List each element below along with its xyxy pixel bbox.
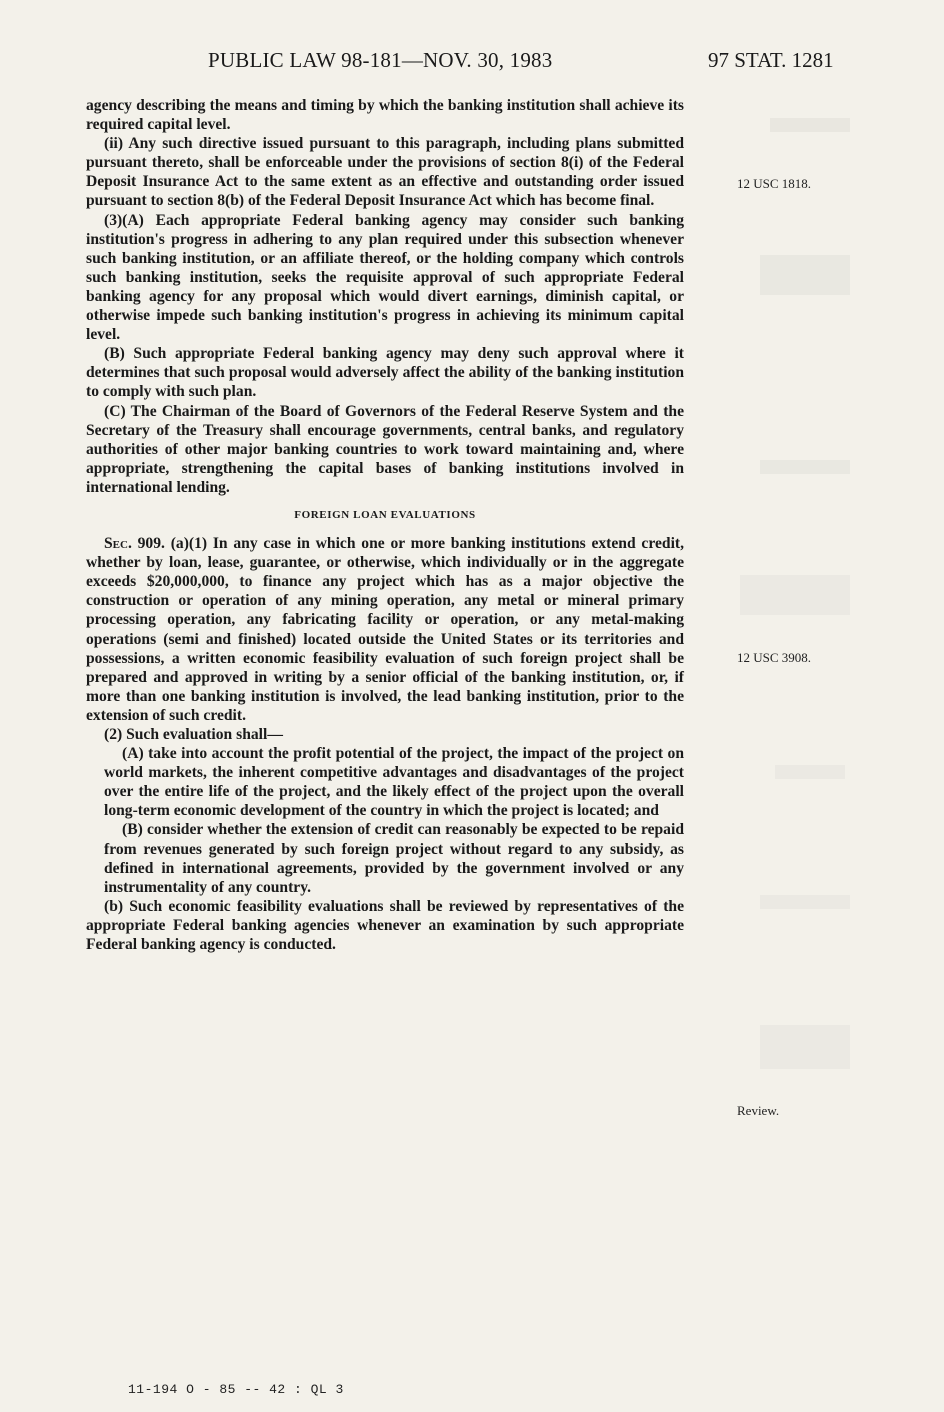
bleed-through-mark: [740, 575, 850, 615]
section-909-paragraph: [86, 534, 684, 725]
paragraph-b: (b) Such economic feasibility evaluations shall be reviewed by representatives of the appropriate Federal banking agencies whenever an examination by such appropriate Federal banking agency is conducted.: [86, 897, 684, 954]
bleed-through-mark: [760, 1025, 850, 1069]
paragraph-continuation: agency describing the means and timing by which the banking institution shall achieve its required capital level.: [86, 97, 684, 134]
section-heading: FOREIGN LOAN EVALUATIONS: [294, 508, 476, 521]
print-footer: 11-194 O - 85 -- 42 : QL 3: [128, 1382, 344, 1397]
page-body: [86, 96, 684, 954]
margin-note-review: Review.: [737, 1103, 780, 1118]
bleed-through-mark: [770, 118, 850, 132]
page-header-stat: 97 STAT. 1281: [708, 48, 834, 72]
paragraph-3c: (C) The Chairman of the Board of Governors of the Federal Reserve System and the Secretary of the Treasury shall encourage governments, central banks, and regulatory authorities of other major banking countries to work toward maintaining and, where appropriate, strengthening the capital bases of banking institutions involved in international lending.: [86, 402, 684, 496]
bleed-through-mark: [760, 460, 850, 474]
margin-note-usc-1818: 12 USC 1818.: [737, 176, 812, 191]
subparagraph-a: (A) take into account the profit potential of the project, the impact of the project on world markets, the inherent competitive advantages and disadvantages of the project over the entire life of the project, and the likely effect of the project upon the overall long-term economic development of the country in which the project is located; and: [104, 745, 684, 820]
section-909-text: (a)(1) In any case in which one or more banking institutions extend credit, whether by loan, lease, guarantee, or otherwise, which individually or in the aggregate exceeds $20,000,000, to finance any project which has as a major objective the construction or operation of any mining operation, any metal or mineral primary processing operation, any fabricating facility or operation, or any metal-making operations (semi and finished) located outside the United States or its territories and possessions, a written economic feasibility evaluation of such foreign project shall be prepared and approved in writing by a senior official of the banking institution, or, if more than one banking institution is involved, the lead banking institution, prior to the extension of such credit.: [86, 535, 684, 724]
margin-note-usc-3908: 12 USC 3908.: [737, 650, 812, 665]
bleed-through-mark: [760, 895, 850, 909]
paragraph-3b: (B) Such appropriate Federal banking agency may deny such approval where it determines that such proposal would adversely affect the ability of the banking institution to comply with such plan.: [86, 345, 684, 401]
paragraph-ii: (ii) Any such directive issued pursuant to this paragraph, including plans submitted pursuant thereto, shall be enforceable under the provisions of section 8(i) of the Federal Deposit Insurance Act to the same extent as an effective and outstanding order issued pursuant to section 8(b) of the Federal Deposit Insurance Act which has become final.: [86, 135, 684, 210]
page-header-title: PUBLIC LAW 98-181—NOV. 30, 1983: [208, 48, 553, 72]
paragraph-3a: (3)(A) Each appropriate Federal banking agency may consider such banking institution's progress in adhering to any plan required under this subsection whenever such banking institution, or an affiliate thereof, or the holding company which controls such banking institution, seeks the requisite approval of such appropriate Federal banking agency for any proposal which would divert earnings, diminish capital, or otherwise impede such banking institution's progress in achieving its minimum capital level.: [86, 211, 684, 344]
section-label: Sec. 909.: [104, 535, 165, 553]
subparagraph-b: (B) consider whether the extension of credit can reasonably be expected to be repaid from revenues generated by such foreign project without regard to any subsidy, as defined in international agreements, provided by the government involved or any instrumentality of any country.: [104, 821, 684, 896]
paragraph-2: (2) Such evaluation shall—: [104, 726, 283, 743]
bleed-through-mark: [760, 255, 850, 295]
bleed-through-mark: [775, 765, 845, 779]
